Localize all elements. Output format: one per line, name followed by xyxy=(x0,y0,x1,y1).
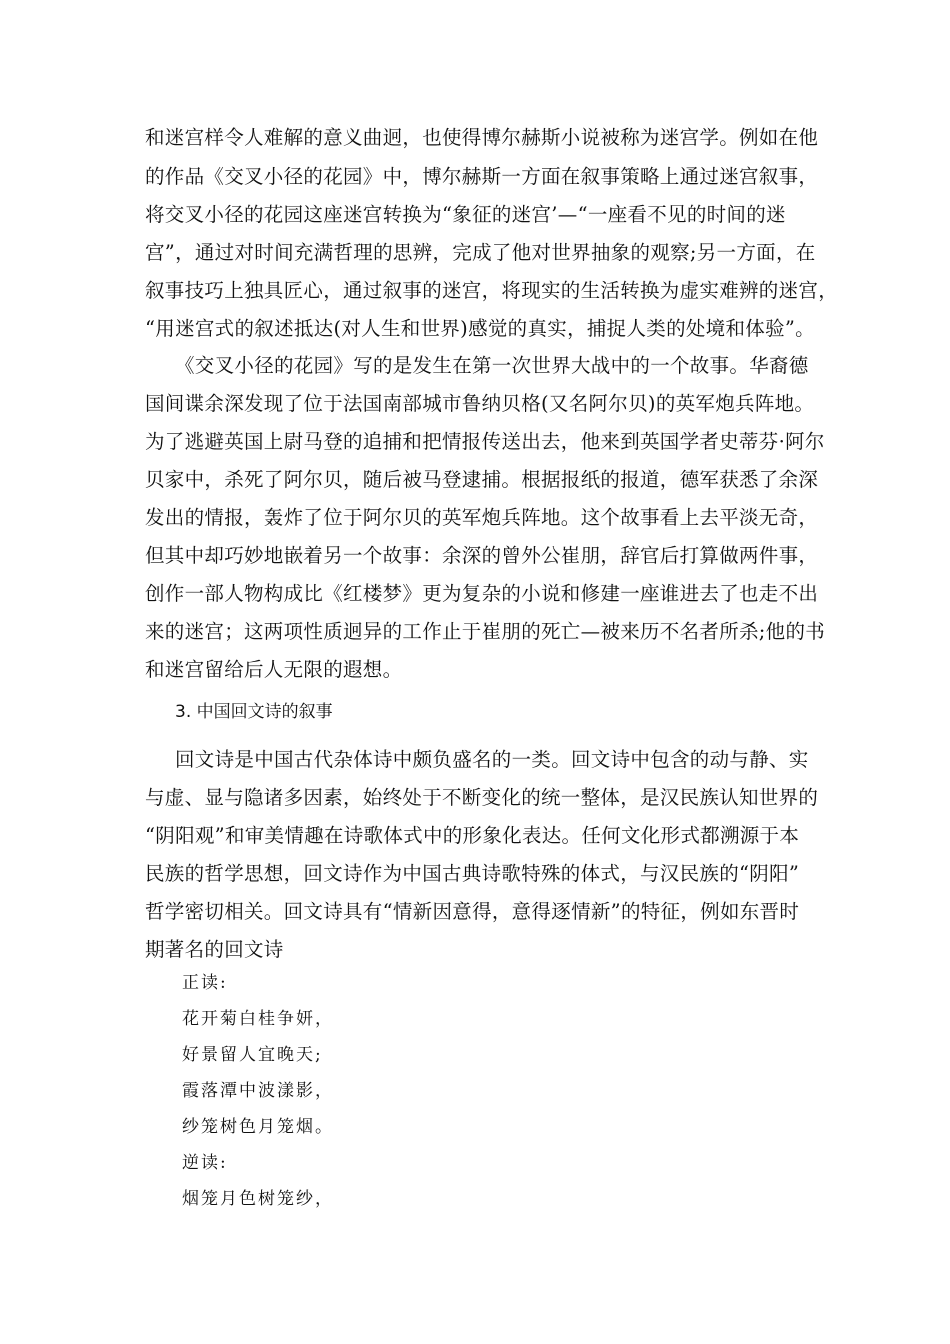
paragraph-line: 叙事技巧上独具匠心，通过叙事的迷宫，将现实的生活转换为虚实难辨的迷宫， xyxy=(145,279,839,302)
paragraph-line: 期著名的回文诗 xyxy=(145,938,284,961)
paragraph-line: 宫”，通过对时间充满哲理的思辨，完成了他对世界抽象的观察;另一方面，在 xyxy=(145,241,816,264)
poem-line: 霞落潭中波漾影， xyxy=(182,1081,334,1101)
paragraph-line: 《交叉小径的花园》写的是发生在第一次世界大战中的一个故事。华裔德 xyxy=(175,354,809,377)
poem-line: 花开菊白桂争妍， xyxy=(182,1009,334,1029)
paragraph-line: 为了逃避英国上尉马登的追捕和把情报传送出去，他来到英国学者史蒂芬·阿尔 xyxy=(145,430,825,453)
section-heading: 3. 中国回文诗的叙事 xyxy=(175,702,333,722)
paragraph-line: “用迷宫式的叙述抵达(对人生和世界)感觉的真实，捕捉人类的处境和体验”。 xyxy=(145,317,815,340)
poem-forward-label: 正读: xyxy=(182,973,228,993)
paragraph-line: 但其中却巧妙地嵌着另一个故事：余深的曾外公崔朋，辞官后打算做两件事， xyxy=(145,544,819,567)
paragraph-line: 的作品《交叉小径的花园》中，博尔赫斯一方面在叙事策略上通过迷宫叙事， xyxy=(145,165,819,188)
paragraph-line: “阴阳观”和审美情趣在诗歌体式中的形象化表达。任何文化形式都溯源于本 xyxy=(145,824,800,847)
poem-line: 好景留人宜晚天; xyxy=(182,1045,323,1065)
poem-line: 纱笼树色月笼烟。 xyxy=(182,1117,334,1137)
paragraph-line: 国间谍余深发现了位于法国南部城市鲁纳贝格(又名阿尔贝)的英军炮兵阵地。 xyxy=(145,392,815,415)
paragraph-line: 将交叉小径的花园这座迷宫转换为“象征的迷宫’—“一座看不见的时间的迷 xyxy=(145,203,786,226)
paragraph-line: 创作一部人物构成比《红楼梦》更为复杂的小说和修建一座谁进去了也走不出 xyxy=(145,582,819,605)
poem-reverse-label: 逆读: xyxy=(182,1153,228,1173)
paragraph-line: 贝家中，杀死了阿尔贝，随后被马登逮捕。根据报纸的报道，德军获悉了余深 xyxy=(145,468,819,491)
paragraph-line: 哲学密切相关。回文诗具有“情新因意得，意得逐情新”的特征，例如东晋时 xyxy=(145,900,800,923)
paragraph-line: 和迷宫样令人难解的意义曲迥，也使得博尔赫斯小说被称为迷宫学。例如在他 xyxy=(145,126,819,149)
paragraph-line: 来的迷宫；这两项性质迥异的工作止于崔朋的死亡—被来历不名者所杀;他的书 xyxy=(145,620,826,643)
poem-line: 烟笼月色树笼纱， xyxy=(182,1189,334,1209)
paragraph-line: 和迷宫留给后人无限的遐想。 xyxy=(145,658,403,681)
paragraph-line: 回文诗是中国古代杂体诗中颇负盛名的一类。回文诗中包含的动与静、实 xyxy=(175,748,809,771)
paragraph-line: 民族的哲学思想，回文诗作为中国古典诗歌特殊的体式，与汉民族的“阴阳” xyxy=(145,862,800,885)
paragraph-line: 发出的情报，轰炸了位于阿尔贝的英军炮兵阵地。这个故事看上去平淡无奇， xyxy=(145,506,819,529)
paragraph-line: 与虚、显与隐诸多因素，始终处于不断变化的统一整体，是汉民族认知世界的 xyxy=(145,786,819,809)
